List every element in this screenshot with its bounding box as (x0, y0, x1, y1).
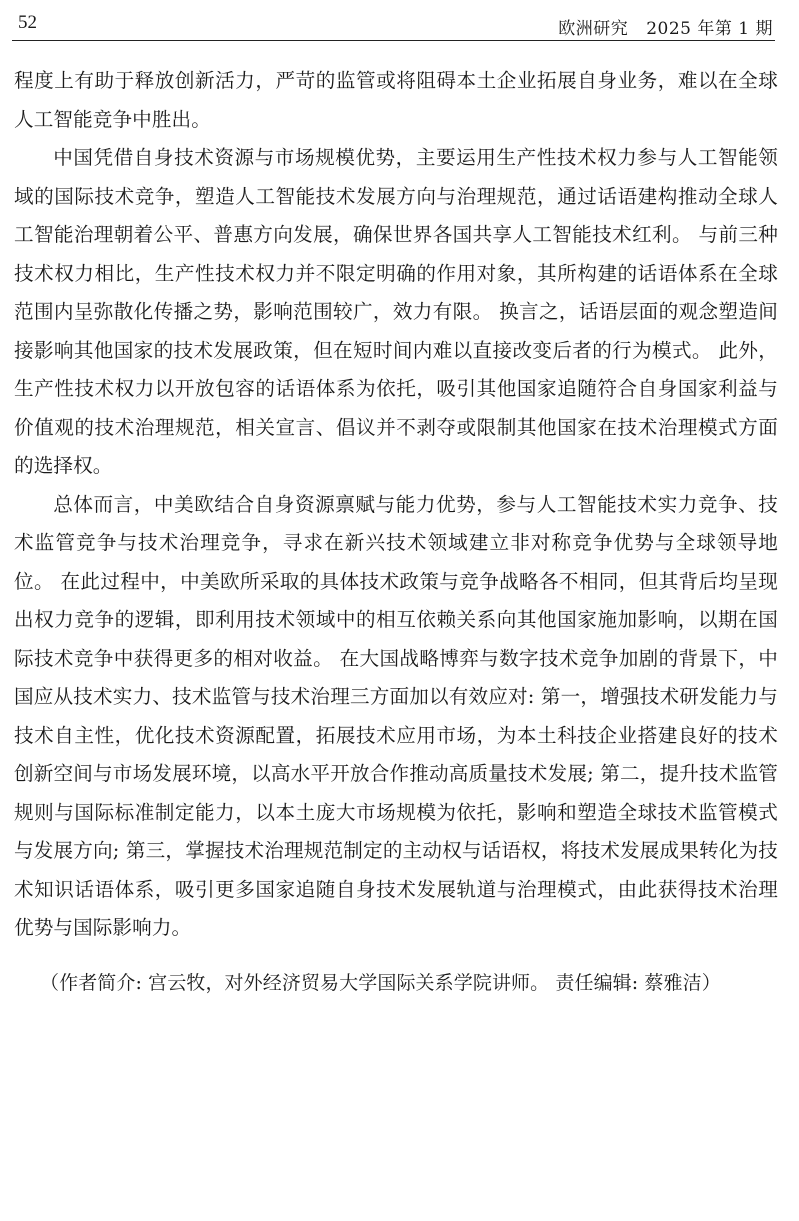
journal-issue: 2025 年第 1 期 (646, 19, 773, 39)
paragraph-china-productive-power: 中国凭借自身技术资源与市场规模优势，主要运用生产性技术权力参与人工智能领域的国际技术竞争，塑造人工智能技术发展方向与治理规范，通过话语建构推动全球人工智能治理朝着公平、普惠方向发展，确保世界各国共享人工智能技术红利。 与前三种技术权力相比，生产性技术权力并不限定明确的作用对象，其所构建的话语体系在全球范围内呈弥散化传播之势，影响范围较广，效力有限。 换言之，话语层面的观念塑造间接影响其他国家的技术发展政策，但在短时间内难以直接改变后者的行为模式。 此外，生产性技术权力以开放包容的话语体系为依托，吸引其他国家追随符合自身国家利益与价值观的技术治理规范，相关宣言、倡议并不剥夺或限制其他国家在技术治理模式方面的选择权。 (14, 146, 778, 477)
paragraph-continued: 程度上有助于释放创新活力，严苛的监管或将阻碍本土企业拓展自身业务，难以在全球人工智能竞争中胜出。 (14, 69, 778, 131)
journal-info (558, 14, 773, 39)
running-header (12, 10, 775, 41)
journal-name: 欧洲研究 (558, 19, 629, 39)
paragraph-conclusion: 总体而言，中美欧结合自身资源禀赋与能力优势，参与人工智能技术实力竞争、技术监管竞争与技术治理竞争，寻求在新兴技术领域建立非对称竞争优势与全球领导地位。 在此过程中，中美欧所采取的具体技术政策与竞争战略各不相同，但其背后均呈现出权力竞争的逻辑，即利用技术领域中的相互依赖关系向其他国家施加影响，以期在国际技术竞争中获得更多的相对收益。 在大国战略博弈与数字技术竞争加剧的背景下，中国应从技术实力、技术监管与技术治理三方面加以有效应对: 第一，增强技术研发能力与技术自主性，优化技术资源配置，拓展技术应用市场，为本土科技企业搭建良好的技术创新空间与市场发展环境，以高水平开放合作推动高质量技术发展; 第二，提升技术监管规则与国际标准制定能力，以本土庞大市场规模为依托，影响和塑造全球技术监管模式与发展方向; 第三，掌握技术治理规范制定的主动权与话语权，将技术发展成果转化为技术知识话语体系，吸引更多国家追随自身技术发展轨道与治理模式，由此获得技术治理优势与国际影响力。 (14, 492, 778, 939)
author-note: （作者简介: 宫云牧，对外经济贸易大学国际关系学院讲师。 责任编辑: 蔡雅洁） (40, 972, 721, 994)
article-body (14, 62, 778, 948)
page-number: 52 (18, 12, 37, 33)
